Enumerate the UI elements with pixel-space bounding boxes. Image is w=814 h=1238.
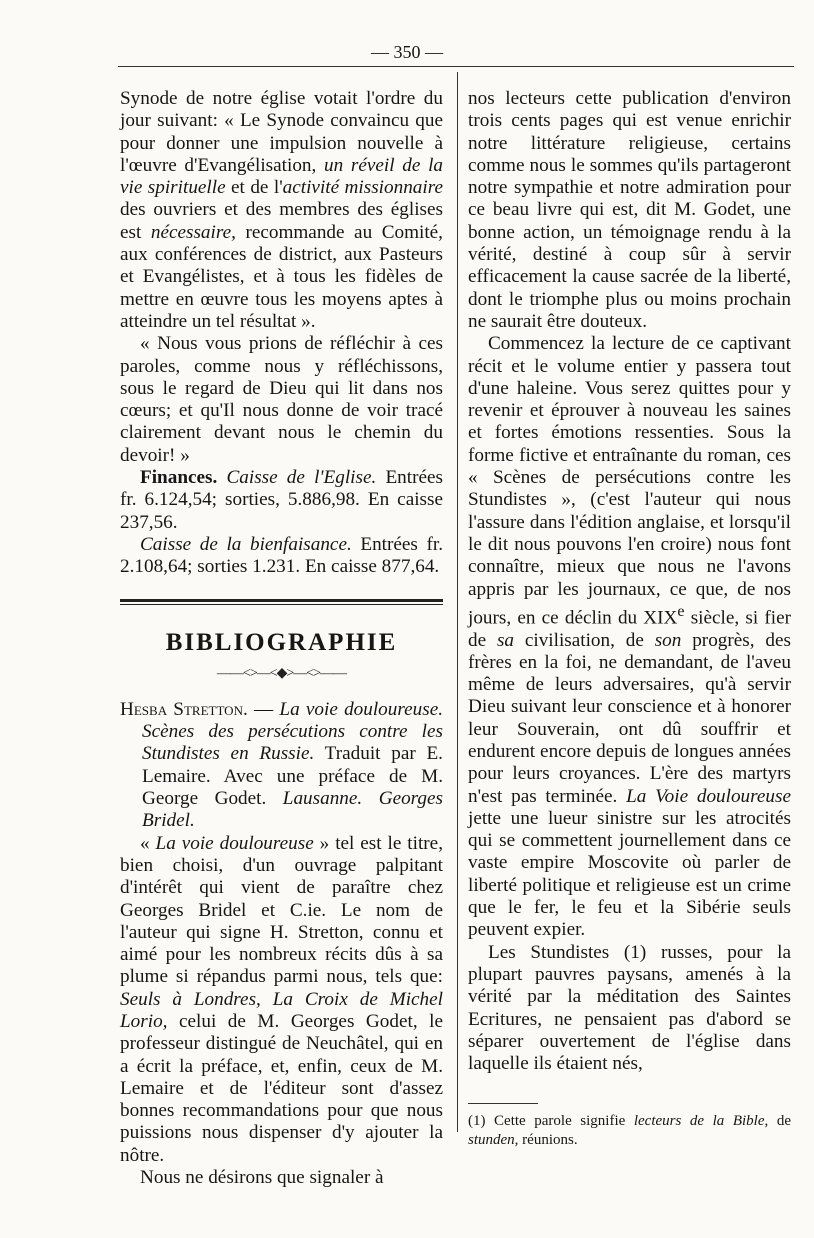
text-run: et de l' <box>225 177 283 199</box>
text-run: Synode de notre église votait l'ordre du jour suivant: « Le Synode convaincu que pour donner une impulsion nouvelle à l'œuvre d'Evangélisation, <box>120 88 443 176</box>
text-run: siècle, si fier de <box>468 607 791 651</box>
italic-run: La voie douloureuse <box>155 832 314 854</box>
italic-run: activité missionnaire <box>282 177 443 199</box>
stundistes-paragraph: Les Stundistes (1) russes, pour la plupart pauvres paysans, amenés à la vérité par la méditation des Saintes Ecritures, ne pensaient pas d'abord se séparer ouvertement de l'église dans laquelle ils étaient nés, <box>468 941 791 1075</box>
text-run: Entrées fr. 2.108,64; sorties 1.231. En caisse 877,64. <box>120 533 443 578</box>
bibliography-entry <box>120 699 443 833</box>
bib-author: Hesba Stretton. <box>120 698 248 720</box>
column-divider <box>457 72 458 1132</box>
italic-run: nécessaire, <box>150 221 236 243</box>
footnote <box>468 1112 791 1150</box>
italic-run: La Voie douloureuse <box>626 785 791 807</box>
header-rule <box>118 66 794 67</box>
text-run: jette une lueur sinistre sur les atrocités qui se commettent journellement dans ce vaste empire Moscovite où parler de liberté politique et religieuse est un crime que le fer, le feu et la Sibérie seuls peuvent expier. <box>468 807 791 941</box>
bib-title: La voie douloureuse. Scènes des persécutions contre les Stundistes en Russie. <box>142 698 444 765</box>
page-number: — 350 — <box>371 42 443 62</box>
text-run: Traduit par E. Lemaire. Avec une préface de M. George Godet. <box>142 743 443 810</box>
continuation-paragraph: nos lecteurs cette publication d'environ trois cents pages qui est venue enrichir notre littérature religieuse, certains comme nous le sommes qu'ils partageront notre sympathie et notre admiration pour ce beau livre qui est, dit M. Godet, une bonne action, un témoignage rendu à la vérité, destiné à coup sûr à servir efficacement la cause sacrée de la liberté, dont le triomphe plus ou moins prochain ne saurait être douteux. <box>468 88 791 332</box>
finances-label: Finances. <box>140 467 218 489</box>
text-run: « <box>140 832 156 854</box>
left-column <box>120 88 443 1189</box>
text-run: Entrées fr. 6.124,54; sorties, 5.886,98. En caisse 237,56. <box>120 467 443 533</box>
review-paragraph <box>120 833 443 1167</box>
bib-publisher: Lausanne. Georges Bridel. <box>142 788 444 832</box>
italic-run: Caisse de la bienfaisance. <box>140 533 352 555</box>
text-run: de <box>768 1113 791 1129</box>
italic-run: sa <box>496 629 515 651</box>
text-run: celui de M. Georges Godet, le professeur distingué de Neuchâtel, qui en a écrit la préface, et, enfin, ceux de M. Lemaire et de l'éditeur sont d'assez bonnes recommandations pour que nous puissions nous dispenser d'y ajouter la nôtre. <box>120 1010 443 1166</box>
footnote-rule <box>468 1103 538 1104</box>
italic-run: un réveil de la vie spirituelle <box>120 154 443 199</box>
italic-run: stunden, <box>468 1132 519 1148</box>
superscript: e <box>677 602 685 620</box>
text-run: » tel est le titre, bien choisi, d'un ouvrage palpitant d'intérêt qui vient de paraître chez Georges Bridel et C.ie. Le nom de l'auteur qui signe H. Stretton, connu et aimé pour les nombreux récits dûs à sa plume si répandus parmi nous, tels que: <box>120 832 443 988</box>
text-run: recommande au Comité, aux conférences de district, aux Pasteurs et Evangélistes, et à tous les fidèles de mettre en œuvre tous les moyens aptes à atteindre un tel résultat ». <box>120 221 443 332</box>
section-title: BIBLIOGRAPHIE <box>165 628 398 656</box>
right-column <box>468 88 791 1075</box>
italic-run: son <box>654 629 682 651</box>
bienfaisance-paragraph <box>120 534 443 579</box>
text-run: civilisation, de <box>514 629 655 651</box>
italic-run: lecteurs de la Bible, <box>633 1113 769 1129</box>
text-run: réunions. <box>518 1132 578 1148</box>
text-run: Commencez la lecture de ce captivant récit et le volume entier y passera tout d'une haleine. Vous serez quittes pour y revenir et éprouver à nouveau les saines et fortes émotions ressenties. Sous la forme fictive et entraînante du roman, ces « Scènes de persécutions contre les Stundistes », (c'est l'auteur qui nous l'assure dans l'édition anglaise, et lorsqu'il le dit nous pouvons l'en croire) nous font connaître, mieux que nous ne l'avons appris par les journaux, ce que, de nos jours, en ce déclin du XIX <box>468 333 791 629</box>
lecture-paragraph <box>468 333 791 941</box>
text-run: progrès, des frères en la foi, ne demandant, de l'aveu même de leurs adversaires, qu'à servir Dieu suivant leur conscience et à honorer leur Souverain, ont dû souffrir et endurent encore depuis de longues années pour leurs croyances. L'ère des martyrs n'est pas terminée. <box>468 629 791 807</box>
section-rule <box>120 599 443 602</box>
finances-paragraph <box>120 467 443 534</box>
signal-paragraph: Nous ne désirons que signaler à <box>140 1167 384 1189</box>
synode-paragraph <box>120 88 443 333</box>
text-run: des ouvriers et des membres des églises est <box>120 199 443 243</box>
ornament-divider: ——<>—<◆>—<>—— <box>216 665 347 681</box>
italic-run: Caisse de l'Eglise. <box>226 467 377 489</box>
text-run: (1) Cette parole signifie <box>468 1113 634 1129</box>
section-rule-thin <box>120 604 443 605</box>
prayer-paragraph: « Nous vous prions de réfléchir à ces paroles, comme nous y réfléchissons, sous le regard de Dieu qui lit dans nos cœurs; et qu'Il nous donne de voir tracé clairement devant nous le chemin du devoir! » <box>120 333 443 466</box>
text-run: — <box>247 698 280 720</box>
italic-run: Seuls à Londres, La Croix de Michel Lorio, <box>120 988 443 1032</box>
